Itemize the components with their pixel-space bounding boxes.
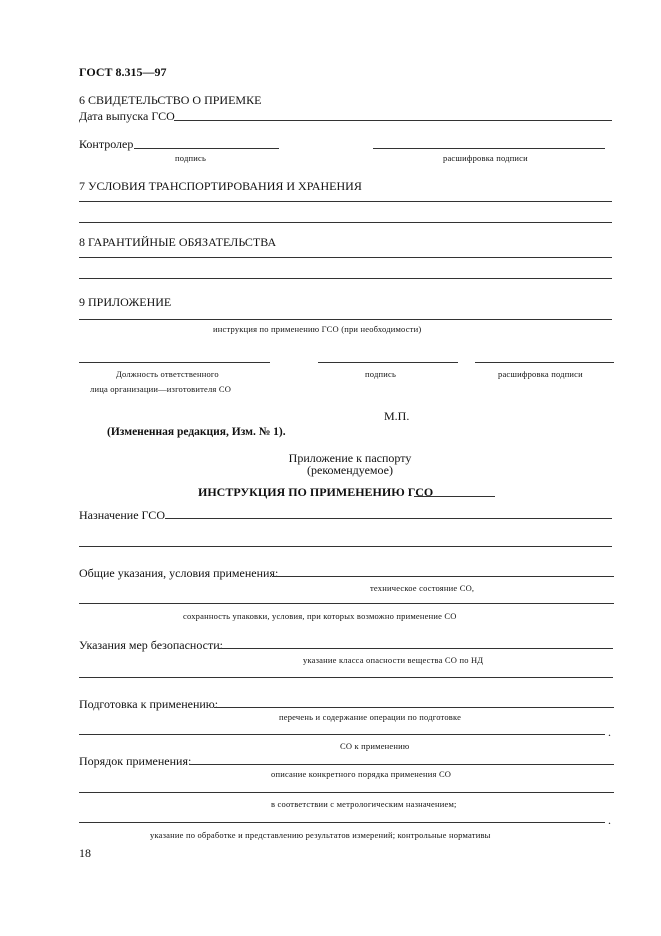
prep-label: Подготовка к применению: (79, 697, 219, 711)
purpose-line[interactable] (79, 546, 612, 547)
controller-label: Контролер (79, 137, 134, 151)
prep-field[interactable] (214, 707, 614, 708)
section-8-line[interactable] (79, 257, 612, 258)
section-6-title: 6 СВИДЕТЕЛЬСТВО О ПРИЕМКЕ (79, 93, 262, 107)
order-caption: описание конкретного порядка применения СО (271, 769, 452, 779)
prep-caption: СО к применению (340, 741, 410, 751)
prep-line[interactable] (79, 734, 605, 735)
order-line[interactable] (79, 792, 614, 793)
appendix-subtitle: (рекомендуемое) (307, 463, 393, 477)
safety-label: Указания мер безопасности: (79, 638, 223, 652)
general-label: Общие указания, условия применения: (79, 566, 279, 580)
safety-line[interactable] (79, 677, 613, 678)
line-end-dot: . (608, 725, 611, 739)
appendix-title: Приложение к паспорту (288, 451, 412, 465)
page-number: 18 (79, 846, 91, 860)
stamp-place: М.П. (384, 409, 410, 423)
amendment-note: (Измененная редакция, Изм. № 1). (107, 426, 286, 438)
decoding-caption: расшифровка подписи (498, 369, 583, 379)
section-7-line[interactable] (79, 222, 612, 223)
position-caption: лица организации—изготовителя СО (90, 384, 232, 394)
controller-decoding-field[interactable] (373, 148, 605, 149)
general-caption: техническое состояние СО, (370, 583, 475, 593)
signature-field[interactable] (318, 362, 458, 363)
decoding-field[interactable] (475, 362, 614, 363)
general-field[interactable] (272, 576, 614, 577)
controller-signature-field[interactable] (134, 148, 279, 149)
order-caption: указание по обработке и представлению результатов измерений; контрольные нормативы (150, 830, 491, 840)
gso-name-field[interactable] (414, 496, 495, 497)
general-line[interactable] (79, 603, 614, 604)
section-9-title: 9 ПРИЛОЖЕНИЕ (79, 295, 172, 309)
release-date-label: Дата выпуска ГСО (79, 109, 175, 123)
section-8-title: 8 ГАРАНТИЙНЫЕ ОБЯЗАТЕЛЬСТВА (79, 235, 277, 249)
position-field[interactable] (79, 362, 270, 363)
line-end-dot: . (608, 813, 611, 827)
section-7-title: 7 УСЛОВИЯ ТРАНСПОРТИРОВАНИЯ И ХРАНЕНИЯ (79, 179, 362, 193)
standard-header: ГОСТ 8.315—97 (79, 65, 167, 79)
general-caption: сохранность упаковки, условия, при которых возможно применение СО (183, 611, 457, 621)
prep-caption: перечень и содержание операции по подготовке (279, 712, 462, 722)
section-7-line[interactable] (79, 201, 612, 202)
safety-caption: указание класса опасности вещества СО по НД (303, 655, 484, 665)
order-caption: в соответствии с метрологическим назначением; (271, 799, 457, 809)
section-9-line[interactable] (79, 319, 612, 320)
order-line[interactable] (79, 822, 605, 823)
position-caption: Должность ответственного (116, 369, 219, 379)
signature-caption: подпись (365, 369, 397, 379)
release-date-field[interactable] (174, 120, 612, 121)
instruction-caption: инструкция по применению ГСО (при необходимости) (213, 324, 422, 334)
order-label: Порядок применения: (79, 754, 192, 768)
purpose-field[interactable] (165, 518, 612, 519)
signature-caption: подпись (175, 153, 207, 163)
order-field[interactable] (189, 764, 614, 765)
safety-field[interactable] (218, 648, 613, 649)
section-8-line[interactable] (79, 278, 612, 279)
decoding-caption: расшифровка подписи (443, 153, 528, 163)
instruction-heading: ИНСТРУКЦИЯ ПО ПРИМЕНЕНИЮ ГСО (198, 485, 434, 499)
purpose-label: Назначение ГСО (79, 508, 165, 522)
